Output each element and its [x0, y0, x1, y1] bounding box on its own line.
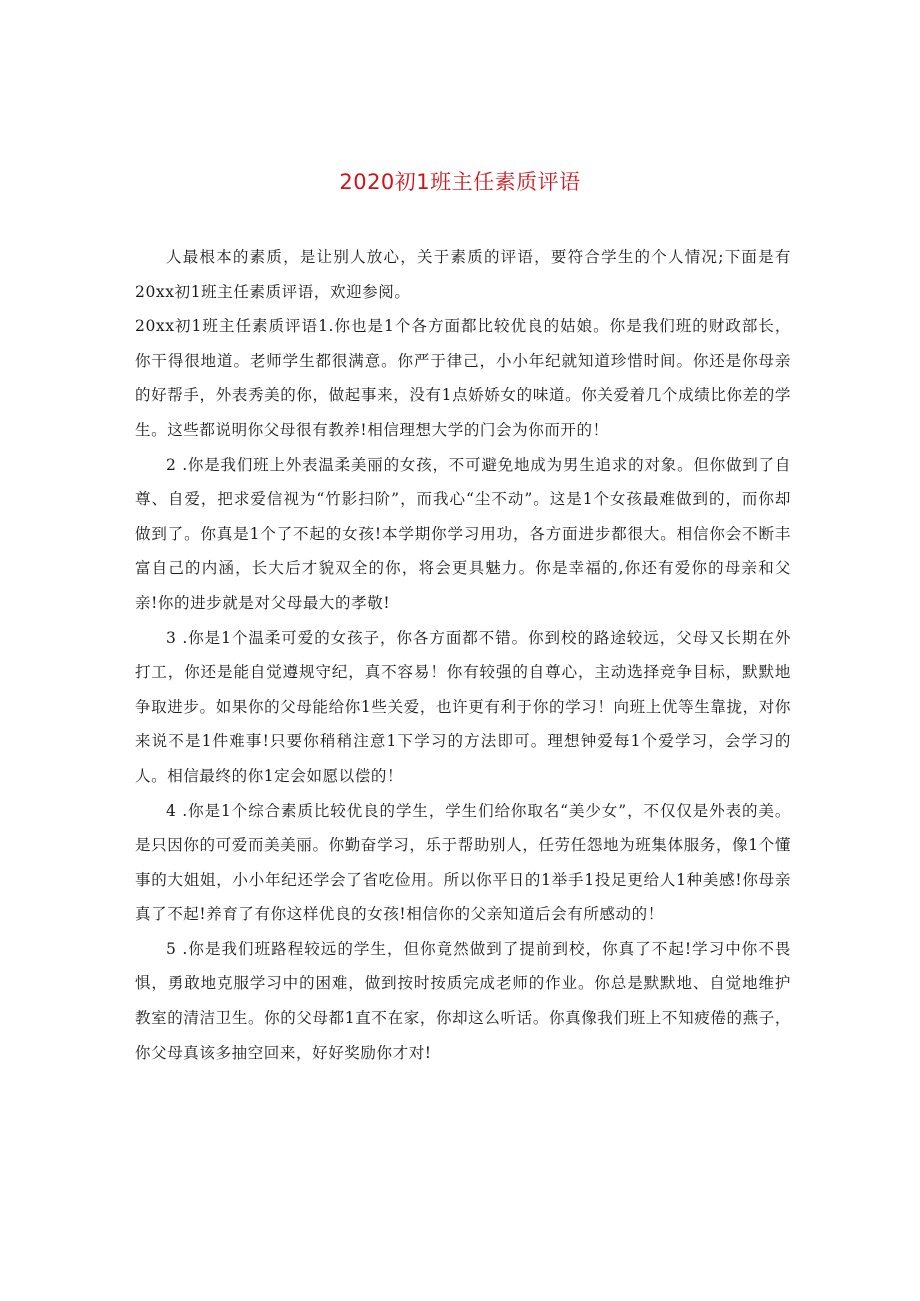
comment-paragraph-1: 20xx初1班主任素质评语1.你也是1个各方面都比较优良的姑娘。你是我们班的财政部长，你干得很地道。老师学生都很满意。你严于律己，小小年纪就知道珍惜时间。你还是你母亲的好帮手，外表秀美的你，做起事来，没有1点娇娇女的味道。你关爱着几个成绩比你差的学生。这些都说明你父母很有教养!相信理想大学的门会为你而开的！: [135, 317, 791, 439]
comment-paragraph-4: 4 .你是1个综合素质比较优良的学生，学生们给你取名“美少女”，不仅仅是外表的美。是只因你的可爱而美美丽。你勤奋学习，乐于帮助别人，任劳任怨地为班集体服务，像1个懂事的大姐姐，小小年纪还学会了省吃俭用。所以你平日的1举手1投足更给人1种美感!你母亲真了不起!养育了有你这样优良的女孩!相信你的父亲知道后会有所感动的！: [135, 801, 791, 924]
comment-paragraph-3: 3 .你是1个温柔可爱的女孩子，你各方面都不错。你到校的路途较远，父母又长期在外打工，你还是能自觉遵规守纪，真不容易！你有较强的自尊心，主动选择竞争目标，默默地争取进步。如果你的父母能给你1些关爱，也许更有利于你的学习！向班上优等生靠拢，对你来说不是1件难事!只要你稍稍注意1下学习的方法即可。理想钟爱每1个爱学习，会学习的人。相信最终的你1定会如愿以偿的！: [135, 628, 791, 785]
intro-paragraph: 人最根本的素质，是让别人放心，关于素质的评语，要符合学生的个人情况;下面是有20xx初1班主任素质评语，欢迎参阅。: [135, 248, 791, 301]
document-body: [135, 240, 791, 1070]
comment-paragraph-5: 5 .你是我们班路程较远的学生，但你竟然做到了提前到校，你真了不起!学习中你不畏惧，勇敢地克服学习中的困难，做到按时按质完成老师的作业。你总是默默地、自觉地维护教室的清洁卫生。你的父母都1直不在家，你却这么听话。你真像我们班上不知疲倦的燕子，你父母真该多抽空回来，好好奖励你才对!: [135, 939, 791, 1062]
comment-paragraph-2: 2 .你是我们班上外表温柔美丽的女孩，不可避免地成为男生追求的对象。但你做到了自尊、自爱，把求爱信视为“竹影扫阶”，而我心“尘不动”。这是1个女孩最难做到的，而你却做到了。你真是1个了不起的女孩!本学期你学习用功，各方面进步都很大。相信你会不断丰富自己的内涵，长大后才貌双全的你，将会更具魅力。你是幸福的,你还有爱你的母亲和父亲!你的进步就是对父母最大的孝敬!: [135, 455, 791, 612]
page-title: 2020初1班主任素质评语: [339, 170, 581, 194]
